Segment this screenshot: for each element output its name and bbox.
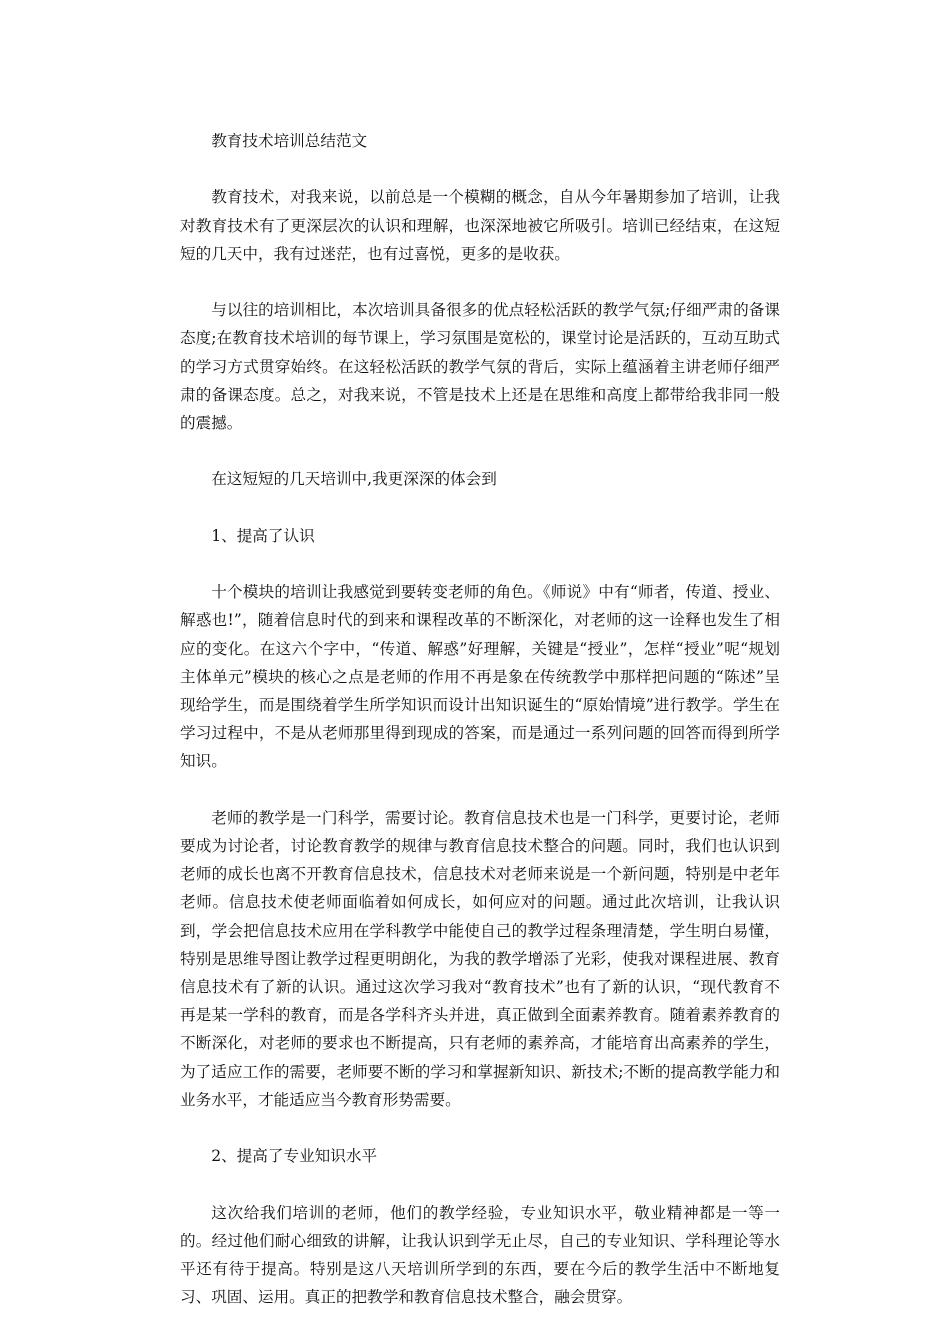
document-title: 教育技术培训总结范文 <box>211 132 368 150</box>
section-heading-1: 1、提高了认识 <box>211 526 315 545</box>
section-heading-2: 2、提高了专业知识水平 <box>211 1147 378 1166</box>
paragraph-role-change: 十个模块的培训让我感觉到要转变老师的角色。《师说》中有“师者，传道、授业、解惑也!”，随着信息时代的到来和课程改革的不断深化，对老师的这一诠释也发生了相应的变化。在这六个字中，“传道、解惑”好理解，关键是“授业”，怎样“授业”呢“规划主体单元”模块的核心之点是老师的作用不再是象在传统教学中那样把问题的“陈述”呈现给学生，而是围绕着学生所学知识而设计出知识诞生的“原始情境”进行教学。学生在学习过程中，不是从老师那里得到现成的答案，而是通过一系列问题的回答而得到所学知识。 <box>180 583 780 771</box>
document-body <box>180 127 780 1340</box>
paragraph-intro: 教育技术，对我来说，以前总是一个模糊的概念，自从今年暑期参加了培训，让我对教育技术有了更深层次的认识和理解，也深深地被它所吸引。培训已经结束，在这短短的几天中，我有过迷茫，也有过喜悦，更多的是收获。 <box>180 188 780 263</box>
paragraph-teaching-science: 老师的教学是一门科学，需要讨论。教育信息技术也是一门科学，更要讨论，老师要成为讨论者，讨论教育教学的规律与教育信息技术整合的问题。同时，我们也认识到老师的成长也离不开教育信息技术，信息技术对老师来说是一个新问题，特别是中老年老师。信息技术使老师面临着如何成长，如何应对的问题。通过此次培训，让我认识到，学会把信息技术应用在学科教学中能使自己的教学过程条理清楚，学生明白易懂，特别是思维导图让教学过程更明朗化，为我的教学增添了光彩，使我对课程进展、教育信息技术有了新的认识。通过这次学习我对“教育技术”也有了新的认识，“现代教育不再是某一学科的教育，而是各学科齐头并进，真正做到全面素养教育。随着素养教育的不断深化，对老师的要求也不断提高，只有老师的素养高，才能培育出高素养的学生，为了适应工作的需要，老师要不断的学习和掌握新知识、新技术;不断的提高教学能力和业务水平，才能适应当今教育形势需要。 <box>180 808 780 1109</box>
paragraph-experience: 在这短短的几天培训中,我更深深的体会到 <box>211 470 497 489</box>
paragraph-comparison: 与以往的培训相比，本次培训具备很多的优点轻松活跃的教学气氛;仔细严肃的备课态度;在教育技术培训的每节课上，学习氛围是宽松的，课堂讨论是活跃的，互动互助式的学习方式贯穿始终。在这轻松活跃的教学气氛的背后，实际上蕴涵着主讲老师仔细严肃的备课态度。总之，对我来说，不管是技术上还是在思维和高度上都带给我非同一般的震撼。 <box>180 301 780 432</box>
paragraph-trainers: 这次给我们培训的老师，他们的教学经验，专业知识水平，敬业精神都是一等一的。经过他们耐心细致的讲解，让我认识到学无止尽，自己的专业知识、学科理论等水平还有待于提高。特别是这八天培训所学到的东西，要在今后的教学生活中不断地复习、巩固、运用。真正的把教学和教育信息技术整合，融会贯穿。 <box>180 1203 780 1307</box>
